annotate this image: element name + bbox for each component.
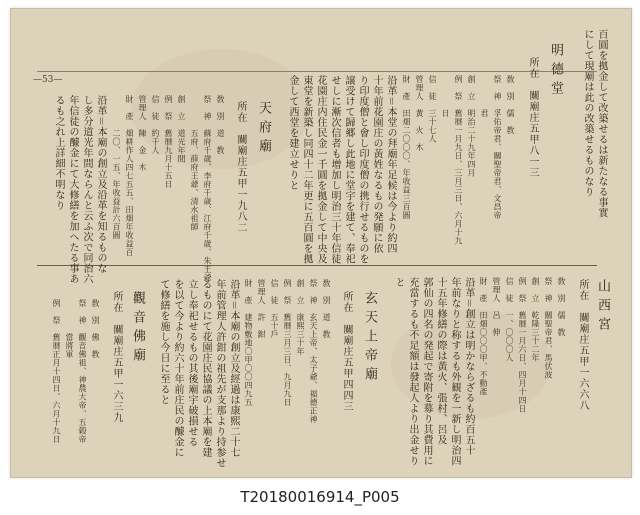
temple-field: 管理人 黃 火 木 xyxy=(415,75,424,152)
temple-field: 五府、薛府王爺、清水祖師 xyxy=(190,95,199,231)
temple-location: 所在 關廟庄五甲一九八二 xyxy=(235,101,246,233)
temple-title: 觀音佛廟 xyxy=(130,291,145,367)
temple-field: 例 祭 舊暦九月十五日 xyxy=(164,95,173,189)
history-line: るものにて花園庄民協議の上本廟を建 xyxy=(200,279,211,458)
temple-field: 管理人 呂 伸 xyxy=(492,277,501,337)
history-line: るも之れ上詳細不明なり xyxy=(53,95,64,211)
history-line: 沿革＝創立は明かならざるも約百五十 xyxy=(463,277,474,456)
temple-field: 敎 別 儒 教 xyxy=(506,75,515,135)
temple-field: 祭 神 孚佑帝君、關聖帝君、文昌帝 xyxy=(493,75,502,220)
temple-field: 例 祭 舊暦一月六日、四月十四日 xyxy=(518,277,527,413)
top-rule xyxy=(37,71,597,72)
temple-field: 日 xyxy=(441,75,450,118)
temple-field: 祭 神 玄天上帝、太子爺、福德正神 xyxy=(309,279,318,424)
history-line: 沿革＝本廟の創立及沿革を知るものな xyxy=(95,95,106,274)
history-line: 充當するも不足額は發起人より出金せり xyxy=(407,277,418,466)
temple-field: 創 立 明治二十九年四月 xyxy=(467,75,476,177)
temple-field: 君 xyxy=(480,75,489,118)
history-line: 年前なりと称するも外観を一新し明治四 xyxy=(449,277,460,466)
image-caption: T20180016914_P005 xyxy=(240,488,400,506)
intro-line: にして現廟は此の改築せるものなり xyxy=(582,29,593,197)
temple-field: 二〇、一五、年收益計六百圓 xyxy=(112,95,121,240)
temple-field: 創 立 乾隆三十二年 xyxy=(531,277,540,362)
temple-title: 山西宮 xyxy=(595,279,610,336)
history-line: り印度僧と會し印度僧の携行せるものを xyxy=(357,75,368,264)
history-line: 沿革＝本堂の拜廟年足候は今より約四 xyxy=(385,75,396,254)
temple-field: 信 徒 一、〇〇〇人 xyxy=(505,277,514,362)
history-line: 年前管理人許鉗の祖先が支那より持参せ xyxy=(214,279,225,468)
temple-field: 祭 神 觀音佛祖、神農大帝、五榖帝 xyxy=(78,299,87,444)
temple-location: 所在 關廟庄五甲四四三 xyxy=(341,291,352,412)
history-line: 金して西堂を建立せりと xyxy=(287,75,298,191)
temple-field: 敎 別 道 教 xyxy=(216,95,225,155)
temple-title: 天府廟 xyxy=(256,101,271,158)
history-line: 十年前花園庄の黃姓なるもの発願に依 xyxy=(371,75,382,254)
temple-field: 祭 神 蘇府千歳、李府千歳、江府千歳、朱王爺 xyxy=(203,95,212,282)
temple-field: 管理人 許 鉗 xyxy=(257,279,266,339)
temple-field: 財 產 畑耕作人四七五五、田畑年收益百 xyxy=(125,95,134,257)
history-line: を以て今より約六十年前庄民の醵金に xyxy=(172,279,183,458)
history-line: て修繕を施し今日に至ると xyxy=(158,279,169,405)
temple-field: 當將軍 xyxy=(65,299,74,359)
temple-field: 創 立 康熙三十年 xyxy=(296,279,305,356)
history-line: 東堂を新築し同四十二年更に五百圓を拠 xyxy=(301,75,312,264)
temple-title: 明德堂 xyxy=(548,43,563,100)
history-line: と xyxy=(393,277,404,288)
temple-field: 信 徒 三十七人 xyxy=(428,75,437,143)
section-divider xyxy=(37,265,597,266)
temple-location: 所在 關廟庄五甲八一三 xyxy=(527,57,538,178)
temple-title: 玄天上帝廟 xyxy=(362,291,377,386)
history-line: し多分道光年間ならんと云ふ次で同治六 xyxy=(81,95,92,284)
temple-location: 所在 關廟庄五甲一六三九 xyxy=(111,291,122,423)
history-line: 沿革＝本廟の創立及經過は康熙二十七 xyxy=(228,279,239,458)
history-line: 年信徒の醵金にて大修繕を加へたる事あ xyxy=(67,95,78,284)
temple-field: 財 產 田畑〇〇〇甲、不動產 xyxy=(479,277,488,396)
temple-field: 財 產 建物敷地〇甲〇〇四九五 xyxy=(244,279,253,407)
temple-field: 創 立 道光年間 xyxy=(177,95,186,163)
history-line: 譲受けて歸郷し此地に堂宇を建て、奉祀 xyxy=(343,75,354,264)
temple-field: 信 徒 五十戶 xyxy=(270,279,279,339)
history-line: 立し奉祀せるもの其後廟宇破損せる xyxy=(186,279,197,447)
temple-field: 財 產 田畑二〇〇〇、年收益三百圓 xyxy=(402,75,411,220)
temple-field: 例 祭 舊暦三月三日、九月九日 xyxy=(283,279,292,407)
history-line: 十五年修繕の際は黃火、張村、呂及 xyxy=(435,277,446,445)
temple-field: 敎 別 儒 教 xyxy=(557,277,566,337)
temple-field: 敎 別 佛 教 xyxy=(91,299,100,359)
temple-field: 祭 神 關聖帝君、馬伏波 xyxy=(544,277,553,379)
page-number: —53— xyxy=(33,75,63,85)
intro-line: 百圓を拠金して改築せるは新たなる事實 xyxy=(596,29,607,218)
temple-location: 所在 關廟庄五甲一六六八 xyxy=(577,279,588,411)
temple-field: 信 徒 約千人 xyxy=(151,95,160,155)
temple-field: 例 祭 舊暦正月十四日、六月十九日 xyxy=(52,299,61,444)
history-line: 花園庄内住民金一千圓を拠金して中央及 xyxy=(315,75,326,264)
history-line: せしに漸次信者も增加し明治三十年信徒 xyxy=(329,75,340,264)
temple-field: 管理人 陳 金 木 xyxy=(138,95,147,172)
temple-field: 例 祭 舊暦一月九日、三月三日、六月十九 xyxy=(454,75,463,245)
temple-field: 敎 別 道 教 xyxy=(322,279,331,339)
document-page xyxy=(10,8,632,478)
history-line: 郭仙の四名の発起で寄附を募り其費用に xyxy=(421,277,432,466)
